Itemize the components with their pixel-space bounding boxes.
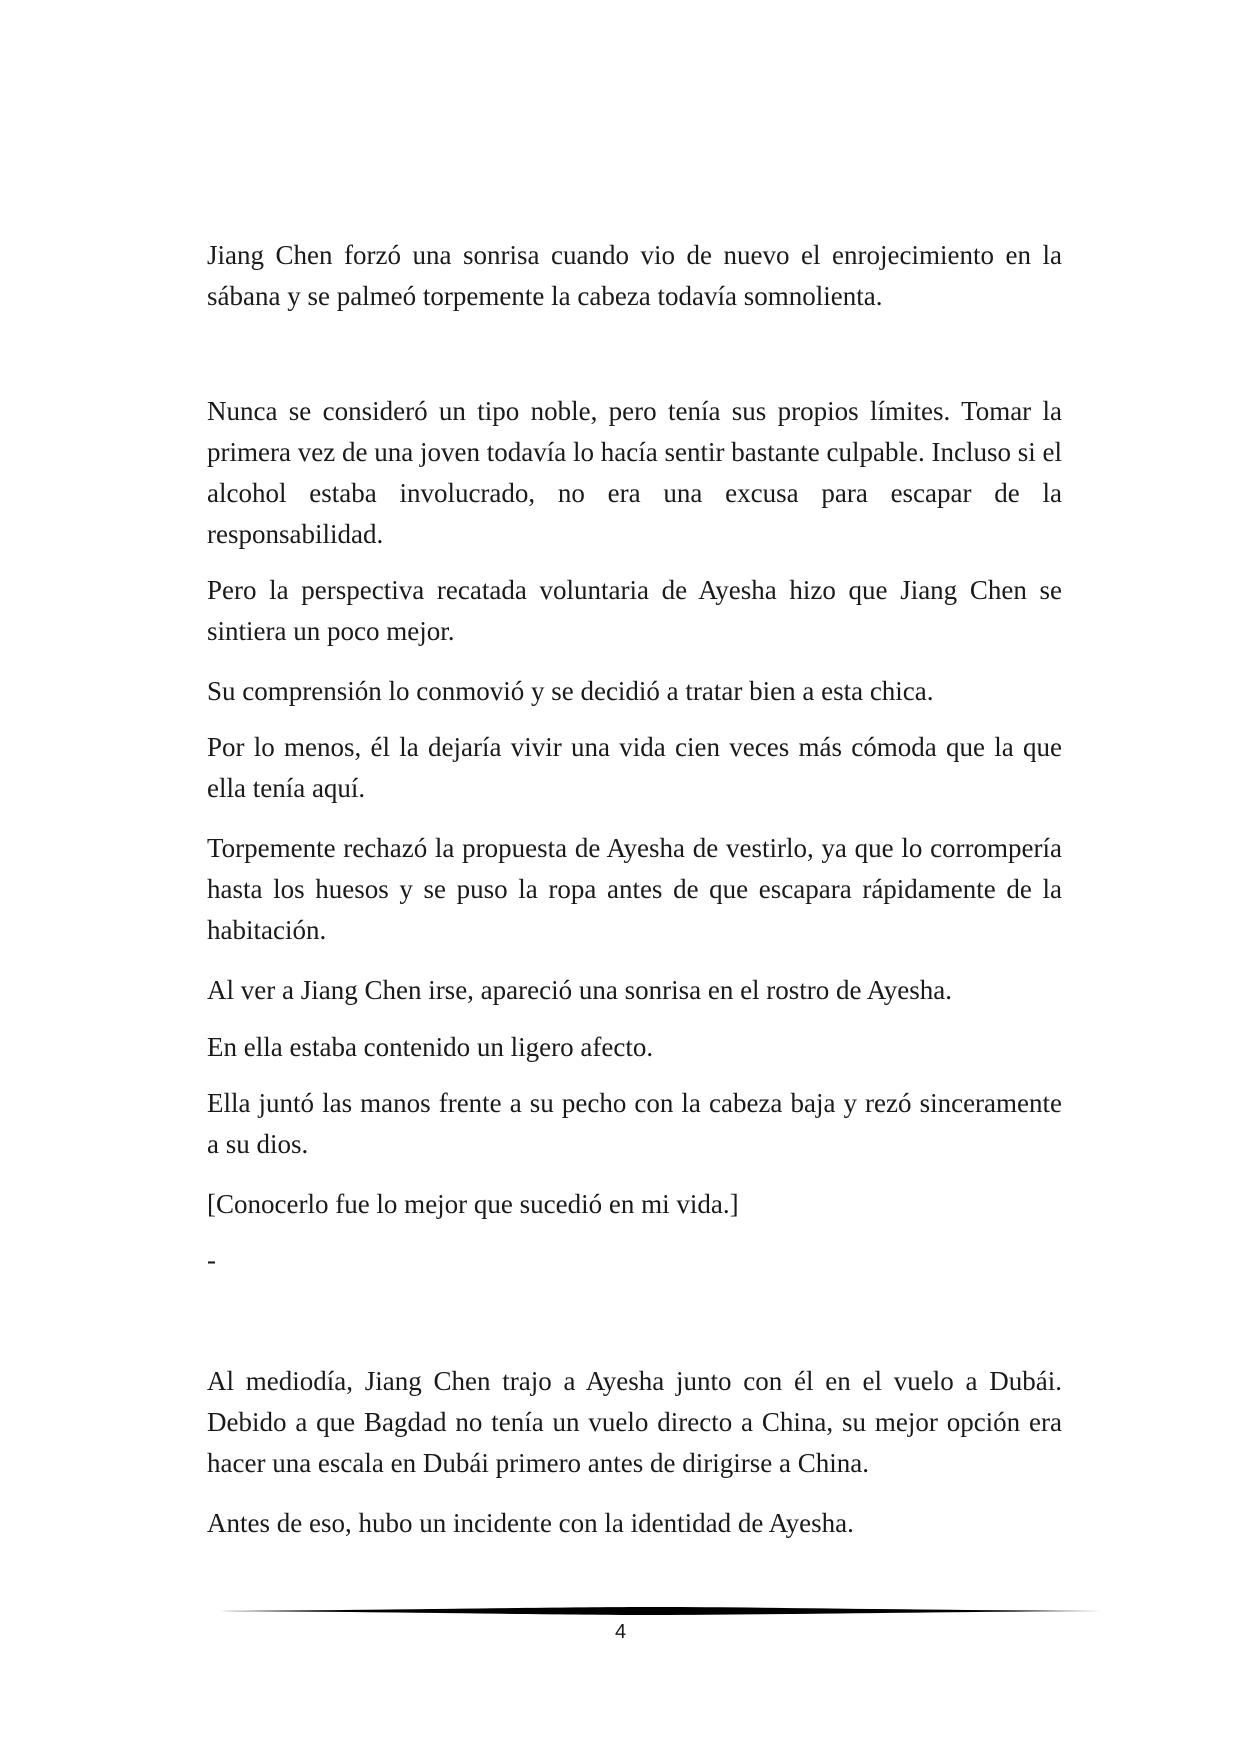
paragraph-block-10	[207, 1184, 1062, 1225]
paragraph-block-3	[207, 570, 1062, 652]
paragraph-block-6	[207, 828, 1062, 951]
paragraph-block-12	[207, 1503, 1062, 1544]
paragraph: Pero la perspectiva recatada voluntaria de Ayesha hizo que Jiang Chen se sintiera un poco mejor.	[207, 575, 1062, 646]
paragraph: Antes de eso, hubo un incidente con la identidad de Ayesha.	[207, 1508, 854, 1538]
paragraph-block-1	[207, 235, 1062, 317]
page-number: 4	[614, 1621, 627, 1643]
paragraph: Torpemente rechazó la propuesta de Ayesha de vestirlo, ya que lo corrompería hasta los huesos y se puso la ropa antes de que escapara rápidamente de la habitación.	[207, 833, 1062, 945]
footer-divider	[207, 1604, 1102, 1618]
paragraph-block-7	[207, 970, 1062, 1011]
paragraph: Al mediodía, Jiang Chen trajo a Ayesha junto con él en el vuelo a Dubái. Debido a que Bagdad no tenía un vuelo directo a China, su mejor opción era hacer una escala en Dubái primero antes de dirigirse a China.	[207, 1366, 1062, 1478]
paragraph: [Conocerlo fue lo mejor que sucedió en mi vida.]	[207, 1189, 739, 1219]
paragraph: En ella estaba contenido un ligero afecto.	[207, 1032, 654, 1062]
paragraph-block-4	[207, 671, 1062, 712]
paragraph-block-11	[207, 1361, 1062, 1484]
paragraph-block-8	[207, 1027, 1062, 1068]
scene-break	[207, 1240, 1062, 1281]
paragraph-block-5	[207, 727, 1062, 809]
paragraph-block-2	[207, 391, 1062, 555]
paragraph: Al ver a Jiang Chen irse, apareció una sonrisa en el rostro de Ayesha.	[207, 975, 953, 1005]
scene-break-dash: -	[207, 1245, 216, 1275]
paragraph: Su comprensión lo conmovió y se decidió a tratar bien a esta chica.	[207, 676, 934, 706]
paragraph-block-9	[207, 1083, 1062, 1165]
paragraph: Ella juntó las manos frente a su pecho con la cabeza baja y rezó sinceramente a su dios.	[207, 1088, 1062, 1159]
paragraph: Jiang Chen forzó una sonrisa cuando vio de nuevo el enrojecimiento en la sábana y se palmeó torpemente la cabeza todavía somnolienta.	[207, 240, 1062, 311]
paragraph: Nunca se consideró un tipo noble, pero tenía sus propios límites. Tomar la primera vez de una joven todavía lo hacía sentir bastante culpable. Incluso si el alcohol estaba involucrado, no era una excusa para escapar de la responsabilidad.	[207, 396, 1062, 549]
paragraph: Por lo menos, él la dejaría vivir una vida cien veces más cómoda que la que ella tenía aquí.	[207, 732, 1062, 803]
